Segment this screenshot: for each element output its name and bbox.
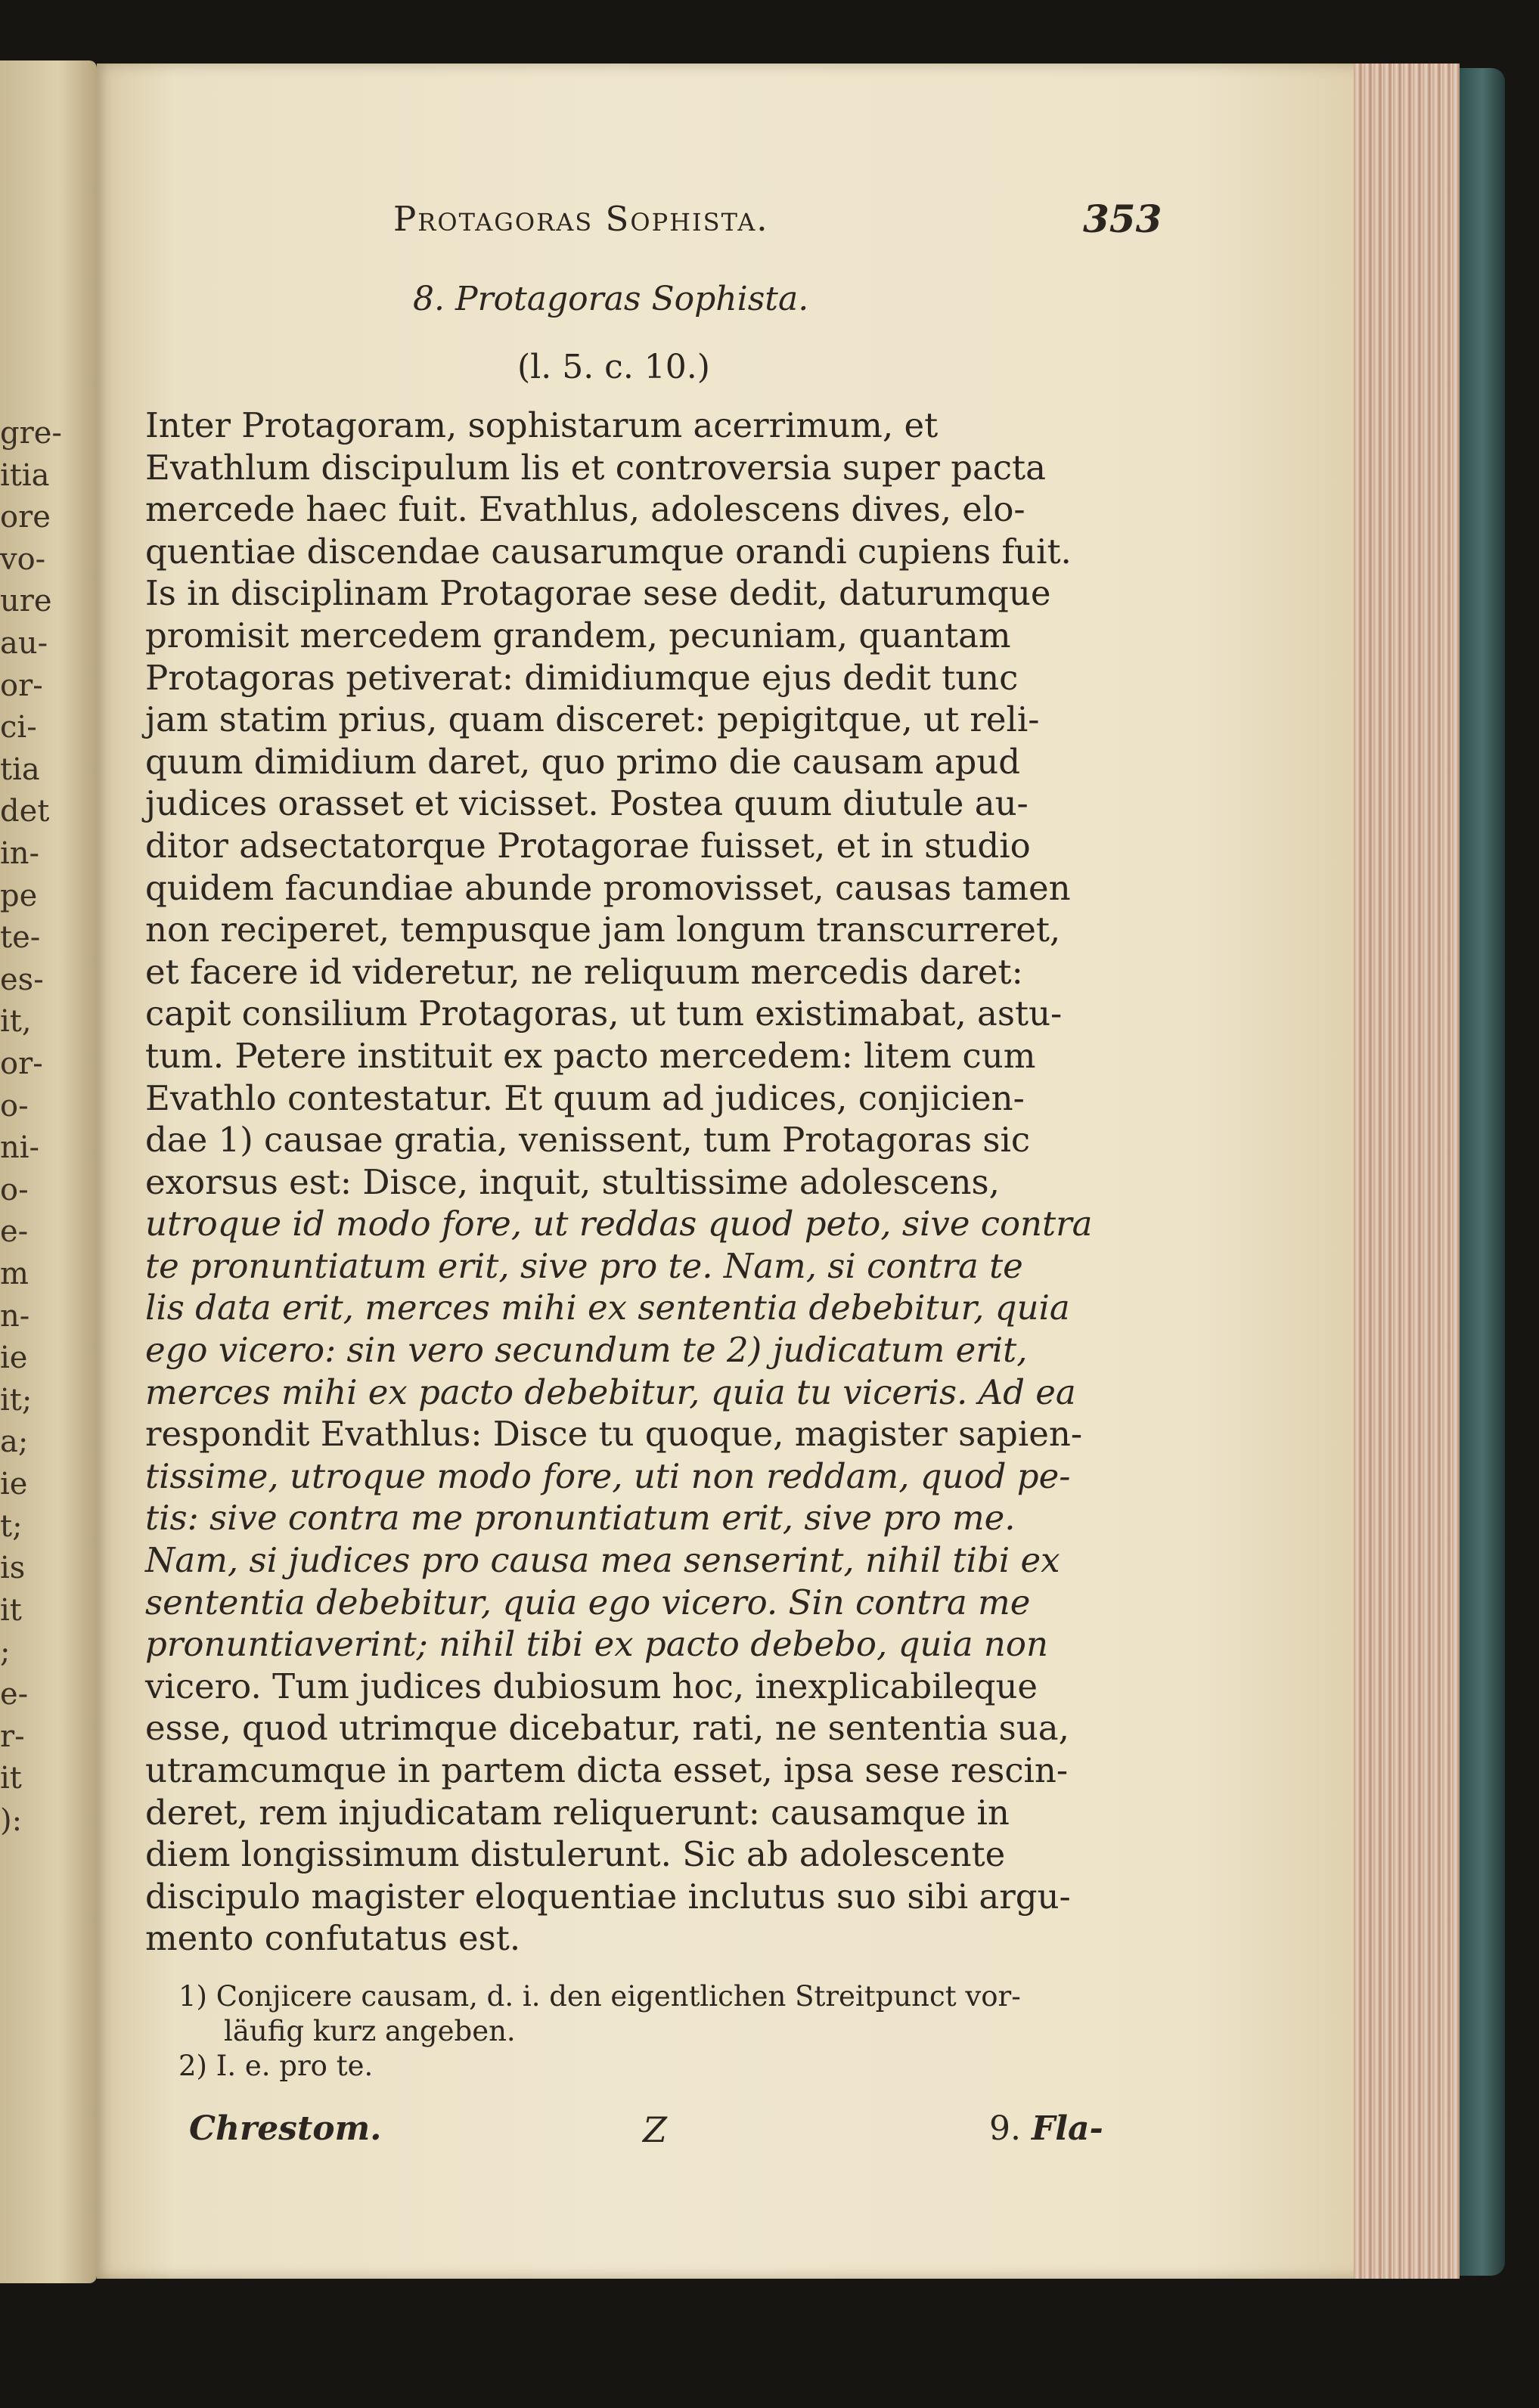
- left-page-fragment: ore: [0, 500, 51, 535]
- left-page: [0, 60, 97, 2283]
- body-line: capit consilium Protagoras, ut tum existimabat, astu-: [145, 993, 1063, 1034]
- footnote-2: 2) I. e. pro te.: [178, 2050, 374, 2082]
- left-page-fragment: te-: [0, 920, 41, 956]
- body-text: [145, 404, 1159, 1960]
- left-page-fragment: e-: [0, 1677, 29, 1712]
- body-line: quentiae discendae causarumque orandi cupiens fuit.: [145, 531, 1072, 572]
- body-line: merces mihi ex pacto debebitur, quia tu viceris. Ad ea: [145, 1371, 1076, 1412]
- body-line: respondit Evathlus: Disce tu quoque, magister sapien-: [145, 1414, 1083, 1455]
- left-page-fragment: it: [0, 1761, 22, 1796]
- left-page-fragment: ni-: [0, 1130, 40, 1166]
- left-page-fragment: ):: [0, 1802, 23, 1838]
- catchword: [989, 2109, 1103, 2148]
- body-line: tissime, utroque modo fore, uti non reddam, quod pe-: [145, 1455, 1071, 1496]
- body-line: tis: sive contra me pronuntiatum erit, sive pro me.: [145, 1498, 1016, 1539]
- left-page-fragment: in-: [0, 836, 40, 871]
- body-line: jam statim prius, quam disceret: pepigitque, ut reli-: [145, 699, 1040, 740]
- left-page-fragment: n-: [0, 1298, 30, 1334]
- signature-label: Chrestom.: [189, 2109, 382, 2148]
- page-number: 353: [1083, 197, 1162, 241]
- body-line: sententia debebitur, quia ego vicero. Sin contra me: [145, 1582, 1031, 1622]
- body-line: pronuntiaverint; nihil tibi ex pacto debebo, quia non: [145, 1624, 1048, 1665]
- left-page-fragment: ie: [0, 1340, 28, 1376]
- body-line: quidem facundiae abunde promovisset, causas tamen: [145, 867, 1071, 908]
- body-line: te pronuntiatum erit, sive pro te. Nam, si contra te: [145, 1245, 1023, 1286]
- left-page-fragment: au-: [0, 626, 48, 661]
- body-line: discipulo magister eloquentiae inclutus suo sibi argu-: [145, 1876, 1071, 1917]
- body-line: Is in disciplinam Protagorae sese dedit, daturumque: [145, 573, 1051, 614]
- body-line: quum dimidium daret, quo primo die causam apud: [145, 741, 1021, 782]
- body-line: exorsus est: Disce, inquit, stultissime adolescens,: [145, 1161, 1000, 1202]
- left-page-fragment: it: [0, 1592, 22, 1628]
- body-line: judices orasset et vicisset. Postea quum diutule au-: [145, 783, 1029, 824]
- body-line: dae 1) causae gratia, venissent, tum Protagoras sic: [145, 1120, 1031, 1161]
- body-line: ego vicero: sin vero secundum te 2) judicatum erit,: [145, 1330, 1028, 1371]
- book-cover-edge: [1460, 68, 1505, 2276]
- left-page-fragment: r-: [0, 1718, 25, 1754]
- left-page-fragment: ci-: [0, 710, 37, 745]
- left-page-fragment: es-: [0, 962, 44, 997]
- body-line: utroque id modo fore, ut reddas quod peto, sive contra: [145, 1204, 1093, 1244]
- body-line: esse, quod utrimque dicebatur, rati, ne sententia sua,: [145, 1708, 1069, 1749]
- signature-mark: Z: [643, 2109, 667, 2150]
- section-title: 8. Protagoras Sophista.: [413, 280, 809, 318]
- left-page-fragment: it,: [0, 1004, 32, 1040]
- left-page-fragment: t;: [0, 1508, 23, 1544]
- left-page-fragment: it;: [0, 1382, 33, 1418]
- catchword-number: 9.: [989, 2109, 1021, 2148]
- left-page-fragment: ie: [0, 1467, 28, 1502]
- body-line: et facere id videretur, ne reliquum mercedis daret:: [145, 951, 1023, 992]
- left-page-fragment: itia: [0, 457, 50, 493]
- running-title: Protagoras Sophista.: [393, 199, 769, 239]
- body-line: deret, rem injudicatam reliquerunt: causamque in: [145, 1792, 1010, 1833]
- left-page-fragment: pe: [0, 878, 38, 913]
- body-line: Inter Protagoram, sophistarum acerrimum, et: [145, 405, 939, 445]
- footnote-1-continued: läufig kurz angeben.: [224, 2015, 516, 2047]
- body-line: non reciperet, tempusque jam longum transcurreret,: [145, 910, 1061, 950]
- body-line: Nam, si judices pro causa mea senserint, nihil tibi ex: [145, 1540, 1060, 1581]
- body-line: utramcumque in partem dicta esset, ipsa sese rescin-: [145, 1750, 1069, 1790]
- body-line: Protagoras petiverat: dimidiumque ejus dedit tunc: [145, 657, 1019, 698]
- left-page-fragment: det: [0, 794, 50, 829]
- left-page-fragment: o-: [0, 1172, 29, 1207]
- body-line: vicero. Tum judices dubiosum hoc, inexplicabileque: [145, 1666, 1038, 1706]
- left-page-fragment: m: [0, 1257, 29, 1291]
- body-line: Evathlum discipulum lis et controversia super pacta: [145, 447, 1046, 488]
- body-line: ditor adsectatorque Protagorae fuisset, et in studio: [145, 825, 1031, 866]
- body-line: Evathlo contestatur. Et quum ad judices, conjicien-: [145, 1077, 1025, 1118]
- left-page-fragment: or-: [0, 1046, 43, 1081]
- left-page-fragment: o-: [0, 1088, 29, 1123]
- left-page-fragment: is: [0, 1551, 26, 1586]
- section-reference: (l. 5. c. 10.): [517, 348, 710, 386]
- body-line: mento confutatus est.: [145, 1918, 521, 1959]
- left-page-fragment: tia: [0, 752, 40, 787]
- body-line: promisit mercedem grandem, pecuniam, quantam: [145, 615, 1011, 655]
- footnotes: [178, 1979, 1021, 2084]
- left-page-fragment: ure: [0, 584, 52, 619]
- left-page-fragment: or-: [0, 668, 43, 703]
- page-edges: [1354, 64, 1460, 2279]
- footnote-1: 1) Conjicere causam, d. i. den eigentlichen Streitpunct vor-: [178, 1980, 1021, 2013]
- left-page-fragment: e-: [0, 1214, 29, 1250]
- catchword-text: Fla-: [1031, 2109, 1103, 2148]
- body-line: lis data erit, merces mihi ex sententia debebitur, quia: [145, 1288, 1070, 1328]
- left-page-fragment: vo-: [0, 541, 46, 577]
- left-page-fragment: ;: [0, 1635, 11, 1670]
- body-line: tum. Petere instituit ex pacto mercedem: litem cum: [145, 1035, 1036, 1076]
- body-line: mercede haec fuit. Evathlus, adolescens dives, elo-: [145, 489, 1025, 530]
- left-page-fragment: gre-: [0, 416, 62, 451]
- body-line: diem longissimum distulerunt. Sic ab adolescente: [145, 1834, 1006, 1875]
- left-page-fragment: a;: [0, 1424, 29, 1460]
